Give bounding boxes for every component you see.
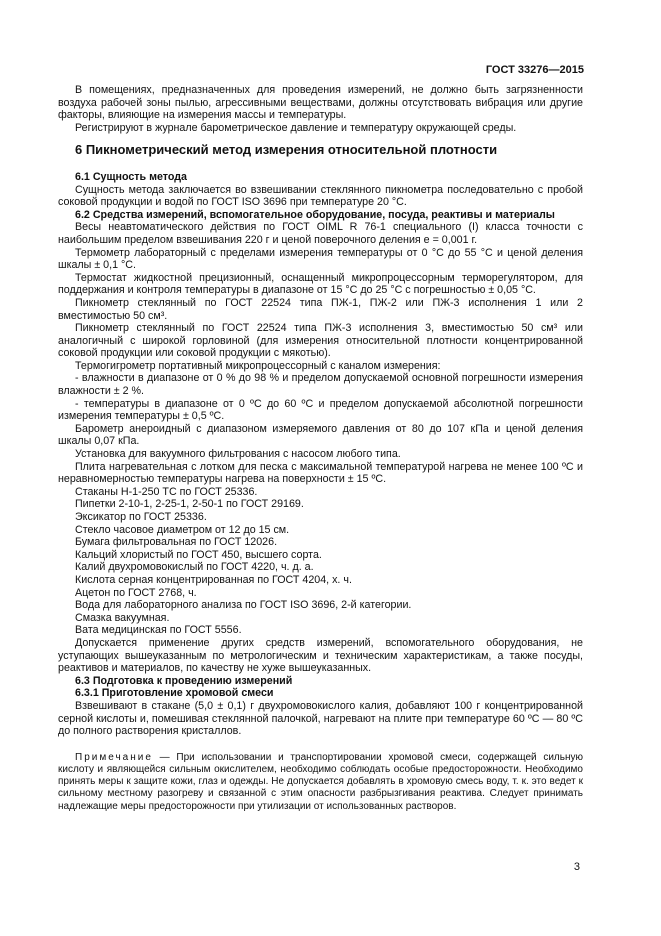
paragraph: Сущность метода заключается во взвешивании стеклянного пикнометра последовательно с пробой соковой продукции и водой по ГОСТ ISO 3696 при температуре 20 °С. xyxy=(58,183,583,209)
list-item: Термометр лабораторный с пределами измерения температуры от 0 °С до 55 °С и ценой деления шкалы ± 0,1 °С. xyxy=(58,246,583,272)
note xyxy=(58,752,583,813)
list-item: Смазка вакуумная. xyxy=(75,611,170,624)
subsection-heading: 6.1 Сущность метода xyxy=(75,170,187,183)
list-item: Эксикатор по ГОСТ 25336. xyxy=(75,511,207,523)
list-item: Допускается применение других средств измерений, вспомогательного оборудования, не уступающих вышеуказанным по метрологическим и техническим характеристикам, а также посуды, реактивов и материалов, по качеству не хуже вышеуказанных. xyxy=(58,636,583,675)
subsection-heading: 6.3 Подготовка к проведению измерений xyxy=(75,674,293,687)
list-item: Пикнометр стеклянный по ГОСТ 22524 типа ПЖ-1, ПЖ-2 или ПЖ-3 исполнения 1 или 2 вместимостью 50 см³. xyxy=(58,296,583,322)
list-item: Вата медицинская по ГОСТ 5556. xyxy=(75,624,242,637)
list-item: Бумага фильтровальная по ГОСТ 12026. xyxy=(75,536,278,549)
list-item: Ацетон по ГОСТ 2768, ч. xyxy=(75,586,197,599)
list-item: Стаканы Н-1-250 ТС по ГОСТ 25336. xyxy=(75,485,258,498)
subsection-heading: 6.2 Средства измерений, вспомогательное оборудование, посуда, реактивы и материалы xyxy=(75,208,555,221)
note-label: Примечание xyxy=(75,751,153,763)
note-text: — При использовании и транспортировании хромовой смеси, содержащей сильную кислоту и являющейся сильным окислителем, необходимо соблюдать особые предосторожности. Необходимо принять меры к защите кожи, глаз и одежды. Не допускается добавлять в хромовую смесь воду, т. к. это ведет к сильному местному разогреву и связанной с этим опасности разбрызгивания реактива. Следует принимать надлежащие меры предосторожности при утилизации от использованных растворов. xyxy=(58,751,583,812)
equipment-list xyxy=(58,221,583,674)
list-item: Калий двухромовокислый по ГОСТ 4220, ч. д. а. xyxy=(75,561,314,574)
page-number: 3 xyxy=(573,861,580,873)
list-item: Термостат жидкостной прецизионный, оснащенный микропроцессорным терморегулятором, для поддержания и контроля температуры в диапазоне от 15 °С до 25 °С с погрешностью ± 0,05 °С. xyxy=(58,271,583,297)
intro-paragraph: Регистрируют в журнале барометрическое давление и температуру окружающей среды. xyxy=(75,121,517,134)
list-item: Плита нагревательная с лотком для песка с максимальной температурой нагрева не менее 100 ºС и неравномерностью температуры нагрева на поверхности ± 15 ºС. xyxy=(58,460,583,486)
list-item: - температуры в диапазоне от 0 ºС до 60 ºС и пределом допускаемой абсолютной погрешности измерения температуры ± 0,5 ºС. xyxy=(58,397,583,423)
list-item: Барометр анероидный с диапазоном измеряемого давления от 80 до 107 кПа и ценой деления шкалы 0,07 кПа. xyxy=(58,422,583,448)
section-heading: 6 Пикнометрический метод измерения относительной плотности xyxy=(75,142,498,158)
list-item: - влажности в диапазоне от 0 % до 98 % и пределом допускаемой основной погрешности измерения влажности ± 2 %. xyxy=(58,372,583,398)
intro-paragraph: В помещениях, предназначенных для проведения измерений, не должно быть загрязненности воздуха рабочей зоны пылью, агрессивными веществами, должны отсутствовать вибрация или другие факторы, влияющие на измерения массы и температуры. xyxy=(58,84,583,122)
list-item: Пикнометр стеклянный по ГОСТ 22524 типа ПЖ-3 исполнения 3, вместимостью 50 см³ или аналогичный с широкой горловиной (для измерения относительной плотности концентрированной соковой продукции или соковой продукции с мякотью). xyxy=(58,322,583,360)
page-content xyxy=(58,84,583,813)
list-item: Установка для вакуумного фильтрования с насосом любого типа. xyxy=(75,448,401,461)
list-item: Вода для лабораторного анализа по ГОСТ ISO 3696, 2-й категории. xyxy=(75,599,412,612)
list-item: Весы неавтоматического действия по ГОСТ OIML R 76-1 специального (I) класса точности с наибольшим пределом взвешивания 220 г и ценой поверочного деления e = 0,001 г. xyxy=(58,221,583,246)
list-item: Термогигрометр портативный микропроцессорный с каналом измерения: xyxy=(75,359,441,372)
list-item: Пипетки 2-10-1, 2-25-1, 2-50-1 по ГОСТ 29169. xyxy=(75,498,304,511)
paragraph: Взвешивают в стакане (5,0 ± 0,1) г двухромовокислого калия, добавляют 100 г концентрированной серной кислоты и, помешивая стеклянной палочкой, нагревают на плите при температуре 60 ºС — 80 ºС до полного растворения кристаллов. xyxy=(58,699,583,738)
subsection-heading: 6.3.1 Приготовление хромовой смеси xyxy=(75,687,274,700)
list-item: Стекло часовое диаметром от 12 до 15 см. xyxy=(75,523,290,536)
list-item: Кислота серная концентрированная по ГОСТ 4204, х. ч. xyxy=(75,573,352,586)
document-code: ГОСТ 33276—2015 xyxy=(485,64,584,76)
list-item: Кальций хлористый по ГОСТ 450, высшего сорта. xyxy=(75,548,322,561)
